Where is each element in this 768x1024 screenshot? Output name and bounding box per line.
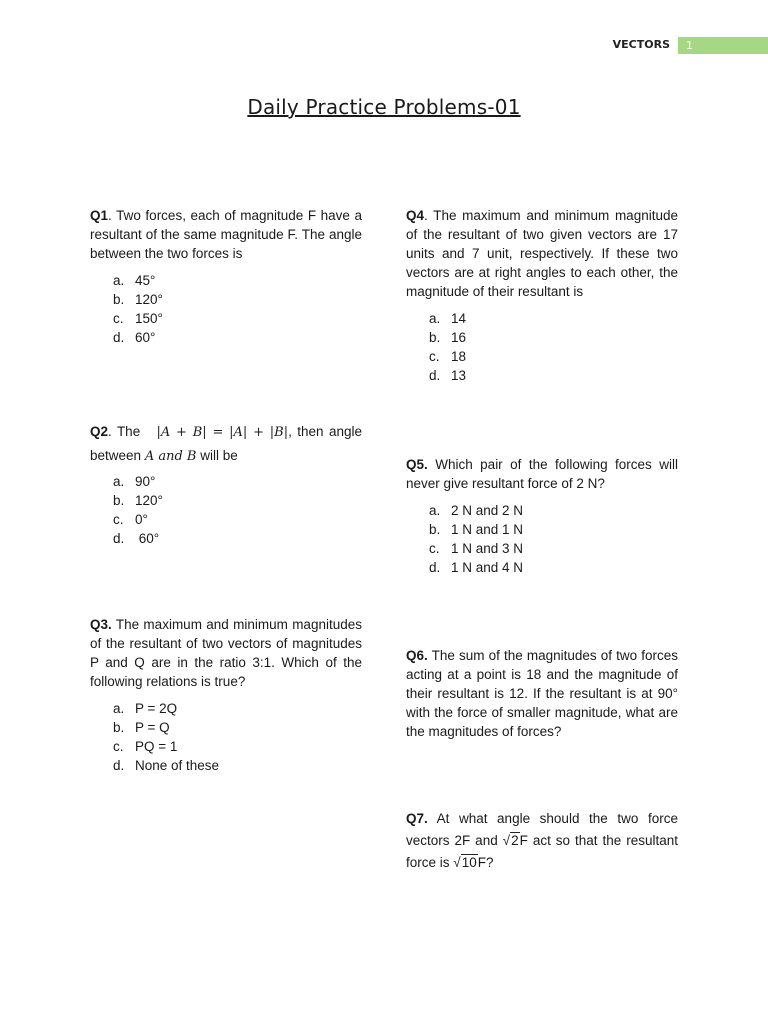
question-2-text: Q2. The |A + B| = |A| + |B|, then angle between A and B will be <box>90 424 362 464</box>
options-list <box>90 472 362 548</box>
option-d: d. None of these <box>113 758 220 773</box>
question-number: Q3. <box>90 617 112 632</box>
option-a: a. P = 2Q <box>113 701 178 716</box>
question-body: The sum of the magnitudes of two forces acting at a point is 18 and the magnitude of their resultant is 12. If the resultant is at 90° with the force of smaller magnitude, what are the magnitudes of forces? <box>406 648 678 739</box>
question-7 <box>406 808 678 874</box>
option-a: a. 45° <box>113 273 156 288</box>
question-5 <box>406 455 678 577</box>
option-b: b. 16 <box>429 330 467 345</box>
question-1-text <box>90 206 362 263</box>
page-number: 1 <box>686 39 693 52</box>
question-3-text <box>90 615 362 691</box>
option-d: d. 60° <box>113 330 156 345</box>
option-c: c. 0° <box>113 512 148 527</box>
question-6 <box>406 646 678 741</box>
option-b: b. 1 N and 1 N <box>429 522 524 537</box>
sqrt-radicand: 10 <box>461 855 477 870</box>
question-3 <box>90 615 362 775</box>
question-2 <box>90 420 362 548</box>
options-list <box>90 271 362 347</box>
question-body: Which pair of the following forces will never give resultant force of 2 N? <box>406 457 678 491</box>
option-a: a. 14 <box>429 311 467 326</box>
option-c: c. 150° <box>113 311 163 326</box>
question-number: Q4 <box>406 208 425 223</box>
option-d: d. 1 N and 4 N <box>429 560 524 575</box>
option-d: d. 60° <box>113 531 160 546</box>
option-c: c. 18 <box>429 349 467 364</box>
option-a: a. 2 N and 2 N <box>429 503 524 518</box>
question-body: . Two forces, each of magnitude F have a resultant of the same magnitude F. The angle between the two forces is <box>90 208 362 261</box>
option-d: d. 13 <box>429 368 467 383</box>
option-b: b. 120° <box>113 493 163 508</box>
question-1 <box>90 206 362 347</box>
question-body: The maximum and minimum magnitudes of the resultant of two vectors of magnitudes P and Q are in the ratio 3:1. Which of the following relations is true? <box>90 617 362 689</box>
question-body: . The maximum and minimum magnitude of the resultant of two given vectors are 17 units and 7 unit, respectively. If these two vectors are at right angles to each other, the magnitude of their resultant is <box>406 208 678 299</box>
option-c: c. 1 N and 3 N <box>429 541 524 556</box>
question-6-text <box>406 646 678 741</box>
question-5-text <box>406 455 678 493</box>
options-list <box>90 699 362 775</box>
option-b: b. P = Q <box>113 720 170 735</box>
question-number: Q1 <box>90 208 109 223</box>
header-section-label: VECTORS <box>612 38 670 51</box>
options-list <box>406 501 678 577</box>
sqrt-radicand: 2 <box>511 833 519 848</box>
option-c: c. PQ = 1 <box>113 739 178 754</box>
question-number: Q2 <box>90 424 109 439</box>
page-title: Daily Practice Problems-01 <box>247 95 521 119</box>
header-page-number-bar <box>678 37 768 54</box>
vector-equation: |A + B| = |A| + |B| <box>156 425 289 440</box>
question-number: Q5. <box>406 457 428 472</box>
question-7-text: Q7. At what angle should the two force vectors 2F and √2F act so that the resultant force is √10F? <box>406 811 678 870</box>
question-4-text <box>406 206 678 301</box>
vector-pair: A and B <box>144 449 197 464</box>
option-a: a. 90° <box>113 474 156 489</box>
question-4 <box>406 206 678 385</box>
question-number: Q7. <box>406 811 428 826</box>
question-number: Q6. <box>406 648 428 663</box>
option-b: b. 120° <box>113 292 163 307</box>
options-list <box>406 309 678 385</box>
